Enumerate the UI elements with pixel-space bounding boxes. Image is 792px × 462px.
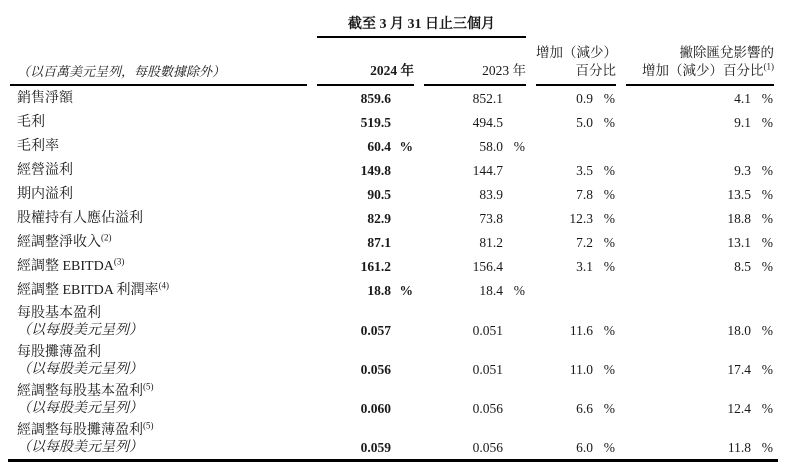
value-cell — [424, 278, 526, 302]
cell-value: 60.4 — [367, 138, 391, 154]
value-cell — [424, 86, 526, 110]
value-cell — [626, 254, 774, 278]
row-label-text: 每股攤薄盈利 — [17, 345, 101, 360]
table-row — [10, 134, 774, 158]
row-label-cell — [10, 206, 307, 230]
percent-sign: % — [513, 282, 525, 298]
cell-value: 0.9 — [576, 90, 593, 106]
cell-value: 18.4 — [479, 282, 503, 298]
table-row — [10, 302, 774, 341]
value-cell — [424, 341, 526, 380]
row-label-text: 經調整 EBITDA — [17, 258, 114, 274]
row-label-text: 經調整每股攤薄盈利 — [17, 423, 143, 438]
cell-value: 0.051 — [472, 323, 503, 338]
value-cell — [424, 230, 526, 254]
cell-value: 82.9 — [367, 210, 391, 226]
column-header-fx-line2-text: 增加（減少）百分比 — [642, 63, 764, 78]
value-cell — [424, 134, 526, 158]
column-header-fx-adjusted-pct — [626, 38, 774, 86]
cell-value: 11.6 — [569, 323, 593, 338]
cell-value: 0.056 — [472, 401, 503, 416]
value-cell — [536, 86, 616, 110]
row-label — [17, 90, 306, 107]
value-cell — [626, 419, 774, 458]
row-label — [17, 186, 306, 203]
cell-value: 494.5 — [472, 114, 503, 130]
footnote-ref-icon: (1) — [763, 61, 774, 72]
column-header-2024-label: 2024 年 — [370, 63, 414, 78]
value-cell — [317, 230, 414, 254]
percent-sign: % — [603, 162, 615, 178]
row-label-cell — [10, 110, 307, 134]
row-label-text: 毛利 — [17, 114, 45, 130]
row-label — [17, 114, 306, 131]
footnote-ref-icon: (5) — [143, 381, 154, 392]
unit-note: （以百萬美元呈列，每股數據除外） — [10, 38, 307, 86]
row-label-cell — [10, 134, 307, 158]
value-cell — [626, 380, 774, 419]
row-label-text: 經調整每股基本盈利 — [17, 384, 143, 399]
value-cell — [424, 419, 526, 458]
table-row — [10, 110, 774, 134]
value-cell — [536, 134, 616, 158]
cell-value: 9.1 — [734, 114, 751, 130]
cell-value: 18.0 — [727, 323, 751, 338]
value-cell — [626, 110, 774, 134]
value-cell — [626, 341, 774, 380]
percent-sign: % — [399, 282, 413, 298]
value-cell — [626, 230, 774, 254]
value-cell — [317, 302, 414, 341]
table-row — [10, 158, 774, 182]
cell-value: 852.1 — [472, 90, 503, 106]
column-header-fx-line2 — [626, 62, 774, 80]
footnote-ref-icon: (4) — [158, 279, 170, 290]
percent-sign: % — [603, 362, 615, 377]
value-cell — [317, 278, 414, 302]
percent-sign: % — [513, 138, 525, 154]
financial-highlights-table — [0, 4, 784, 458]
cell-value: 0.059 — [360, 440, 391, 455]
cell-value: 13.5 — [727, 186, 751, 202]
row-label — [17, 383, 306, 400]
spacer-cell — [536, 4, 616, 38]
percent-sign: % — [761, 323, 773, 338]
row-label-cell — [10, 86, 307, 110]
row-label-cell — [10, 341, 307, 380]
percent-sign: % — [603, 234, 615, 250]
cell-value: 519.5 — [360, 114, 391, 130]
value-cell — [536, 419, 616, 458]
value-cell — [317, 158, 414, 182]
cell-value: 7.2 — [576, 234, 593, 250]
value-cell — [424, 182, 526, 206]
cell-value: 9.3 — [734, 162, 751, 178]
value-cell — [317, 206, 414, 230]
cell-value: 12.3 — [569, 210, 593, 226]
cell-value: 11.0 — [569, 362, 593, 377]
row-label-cell — [10, 182, 307, 206]
value-cell — [626, 278, 774, 302]
cell-value: 6.6 — [576, 401, 593, 416]
value-cell — [536, 110, 616, 134]
column-header-2024 — [317, 38, 414, 86]
cell-value: 87.1 — [367, 234, 391, 250]
percent-sign: % — [603, 186, 615, 202]
percent-sign: % — [603, 401, 615, 416]
value-cell — [536, 254, 616, 278]
row-label — [17, 210, 306, 227]
table-row — [10, 230, 774, 254]
percent-sign: % — [761, 234, 773, 250]
column-header-change-pct — [536, 38, 616, 86]
value-cell — [536, 302, 616, 341]
cell-value: 12.4 — [727, 401, 751, 416]
cell-value: 13.1 — [727, 234, 751, 250]
row-label-text: 每股基本盈利 — [17, 306, 101, 321]
table-body — [10, 86, 774, 458]
cell-value: 0.057 — [360, 323, 391, 338]
cell-value: 83.9 — [479, 186, 503, 202]
cell-value: 156.4 — [472, 258, 503, 274]
value-cell — [626, 158, 774, 182]
table-row — [10, 254, 774, 278]
row-label — [17, 231, 306, 251]
percent-sign: % — [603, 210, 615, 226]
cell-value: 0.056 — [360, 362, 391, 377]
table-row — [10, 182, 774, 206]
cell-value: 17.4 — [727, 362, 751, 377]
value-cell — [626, 206, 774, 230]
row-label-text: 經調整淨收入 — [17, 234, 101, 250]
cell-value: 3.5 — [576, 162, 593, 178]
row-label-cell — [10, 158, 307, 182]
percent-sign: % — [603, 258, 615, 274]
cell-value: 4.1 — [734, 90, 751, 106]
percent-sign: % — [761, 258, 773, 274]
footnote-ref-icon: (2) — [101, 231, 112, 242]
spacer-cell — [626, 4, 774, 38]
cell-value: 11.8 — [727, 440, 751, 455]
value-cell — [626, 302, 774, 341]
value-cell — [626, 134, 774, 158]
cell-value: 81.2 — [479, 234, 503, 250]
column-header-change-line2: 百分比 — [575, 63, 616, 78]
value-cell — [317, 254, 414, 278]
cell-value: 73.8 — [479, 210, 503, 226]
row-sublabel: （以每股美元呈列） — [17, 362, 143, 377]
value-cell — [317, 341, 414, 380]
percent-sign: % — [603, 90, 615, 106]
row-label-text: 經營溢利 — [17, 162, 73, 178]
cell-value: 3.1 — [576, 258, 593, 274]
row-label — [17, 344, 306, 361]
value-cell — [424, 380, 526, 419]
row-sublabel: （以每股美元呈列） — [17, 440, 143, 455]
row-label-text: 期内溢利 — [17, 186, 73, 202]
cell-value: 859.6 — [360, 90, 391, 106]
value-cell — [424, 110, 526, 134]
percent-sign: % — [399, 138, 413, 154]
value-cell — [536, 230, 616, 254]
value-cell — [317, 110, 414, 134]
value-cell — [424, 254, 526, 278]
row-label — [17, 255, 306, 275]
value-cell — [536, 380, 616, 419]
row-label-text: 股權持有人應佔溢利 — [17, 210, 143, 226]
value-cell — [424, 158, 526, 182]
percent-sign: % — [761, 114, 773, 130]
cell-value: 6.0 — [576, 440, 593, 455]
column-header-fx-line1: 撇除匯兌影響的 — [679, 45, 774, 60]
cell-value: 0.051 — [472, 362, 503, 377]
row-sublabel: （以每股美元呈列） — [17, 323, 143, 338]
period-header-row — [10, 4, 774, 38]
value-cell — [536, 182, 616, 206]
percent-sign: % — [761, 90, 773, 106]
footnote-ref-icon: (5) — [143, 420, 154, 431]
value-cell — [424, 302, 526, 341]
row-label-cell — [10, 380, 307, 419]
table-row — [10, 341, 774, 380]
row-label-cell — [10, 278, 307, 302]
percent-sign: % — [761, 440, 773, 455]
spacer-cell — [10, 4, 307, 38]
row-sublabel: （以每股美元呈列） — [17, 401, 143, 416]
value-cell — [317, 182, 414, 206]
percent-sign: % — [761, 362, 773, 377]
percent-sign: % — [761, 210, 773, 226]
row-label — [17, 138, 306, 155]
value-cell — [536, 341, 616, 380]
row-label — [17, 422, 306, 439]
value-cell — [536, 206, 616, 230]
column-header-2023 — [424, 38, 526, 86]
row-label — [17, 162, 306, 179]
percent-sign: % — [761, 401, 773, 416]
row-label-cell — [10, 230, 307, 254]
cell-value: 161.2 — [360, 258, 391, 274]
cell-value: 8.5 — [734, 258, 751, 274]
cell-value: 90.5 — [367, 186, 391, 202]
cell-value: 0.060 — [360, 401, 391, 416]
row-label-text: 銷售淨額 — [17, 90, 73, 106]
period-header: 截至 3 月 31 日止三個月 — [317, 4, 526, 38]
percent-sign: % — [603, 440, 615, 455]
cell-value: 144.7 — [472, 162, 503, 178]
value-cell — [317, 380, 414, 419]
cell-value: 149.8 — [360, 162, 391, 178]
cell-value: 7.8 — [576, 186, 593, 202]
value-cell — [626, 86, 774, 110]
table-row — [10, 86, 774, 110]
column-header-row — [10, 38, 774, 86]
percent-sign: % — [761, 186, 773, 202]
table-row — [10, 380, 774, 419]
row-label — [17, 305, 306, 322]
row-label-cell — [10, 254, 307, 278]
value-cell — [317, 419, 414, 458]
row-label-text: 經調整 EBITDA 利潤率 — [17, 282, 159, 298]
cell-value: 5.0 — [576, 114, 593, 130]
percent-sign: % — [761, 162, 773, 178]
cell-value: 58.0 — [479, 138, 503, 154]
percent-sign: % — [603, 114, 615, 130]
table-row — [10, 206, 774, 230]
cell-value: 0.056 — [472, 440, 503, 455]
value-cell — [424, 206, 526, 230]
row-label-text: 毛利率 — [17, 138, 59, 154]
row-label-cell — [10, 419, 307, 458]
column-header-change-line1: 增加（減少） — [536, 45, 617, 60]
table-row — [10, 419, 774, 458]
row-label — [17, 279, 306, 299]
table-row — [10, 278, 774, 302]
column-header-2023-label: 2023 年 — [482, 63, 526, 78]
row-label-cell — [10, 302, 307, 341]
value-cell — [536, 278, 616, 302]
value-cell — [317, 134, 414, 158]
percent-sign: % — [603, 323, 615, 338]
value-cell — [536, 158, 616, 182]
value-cell — [626, 182, 774, 206]
value-cell — [317, 86, 414, 110]
footnote-ref-icon: (3) — [113, 255, 125, 266]
cell-value: 18.8 — [727, 210, 751, 226]
cell-value: 18.8 — [367, 282, 391, 298]
